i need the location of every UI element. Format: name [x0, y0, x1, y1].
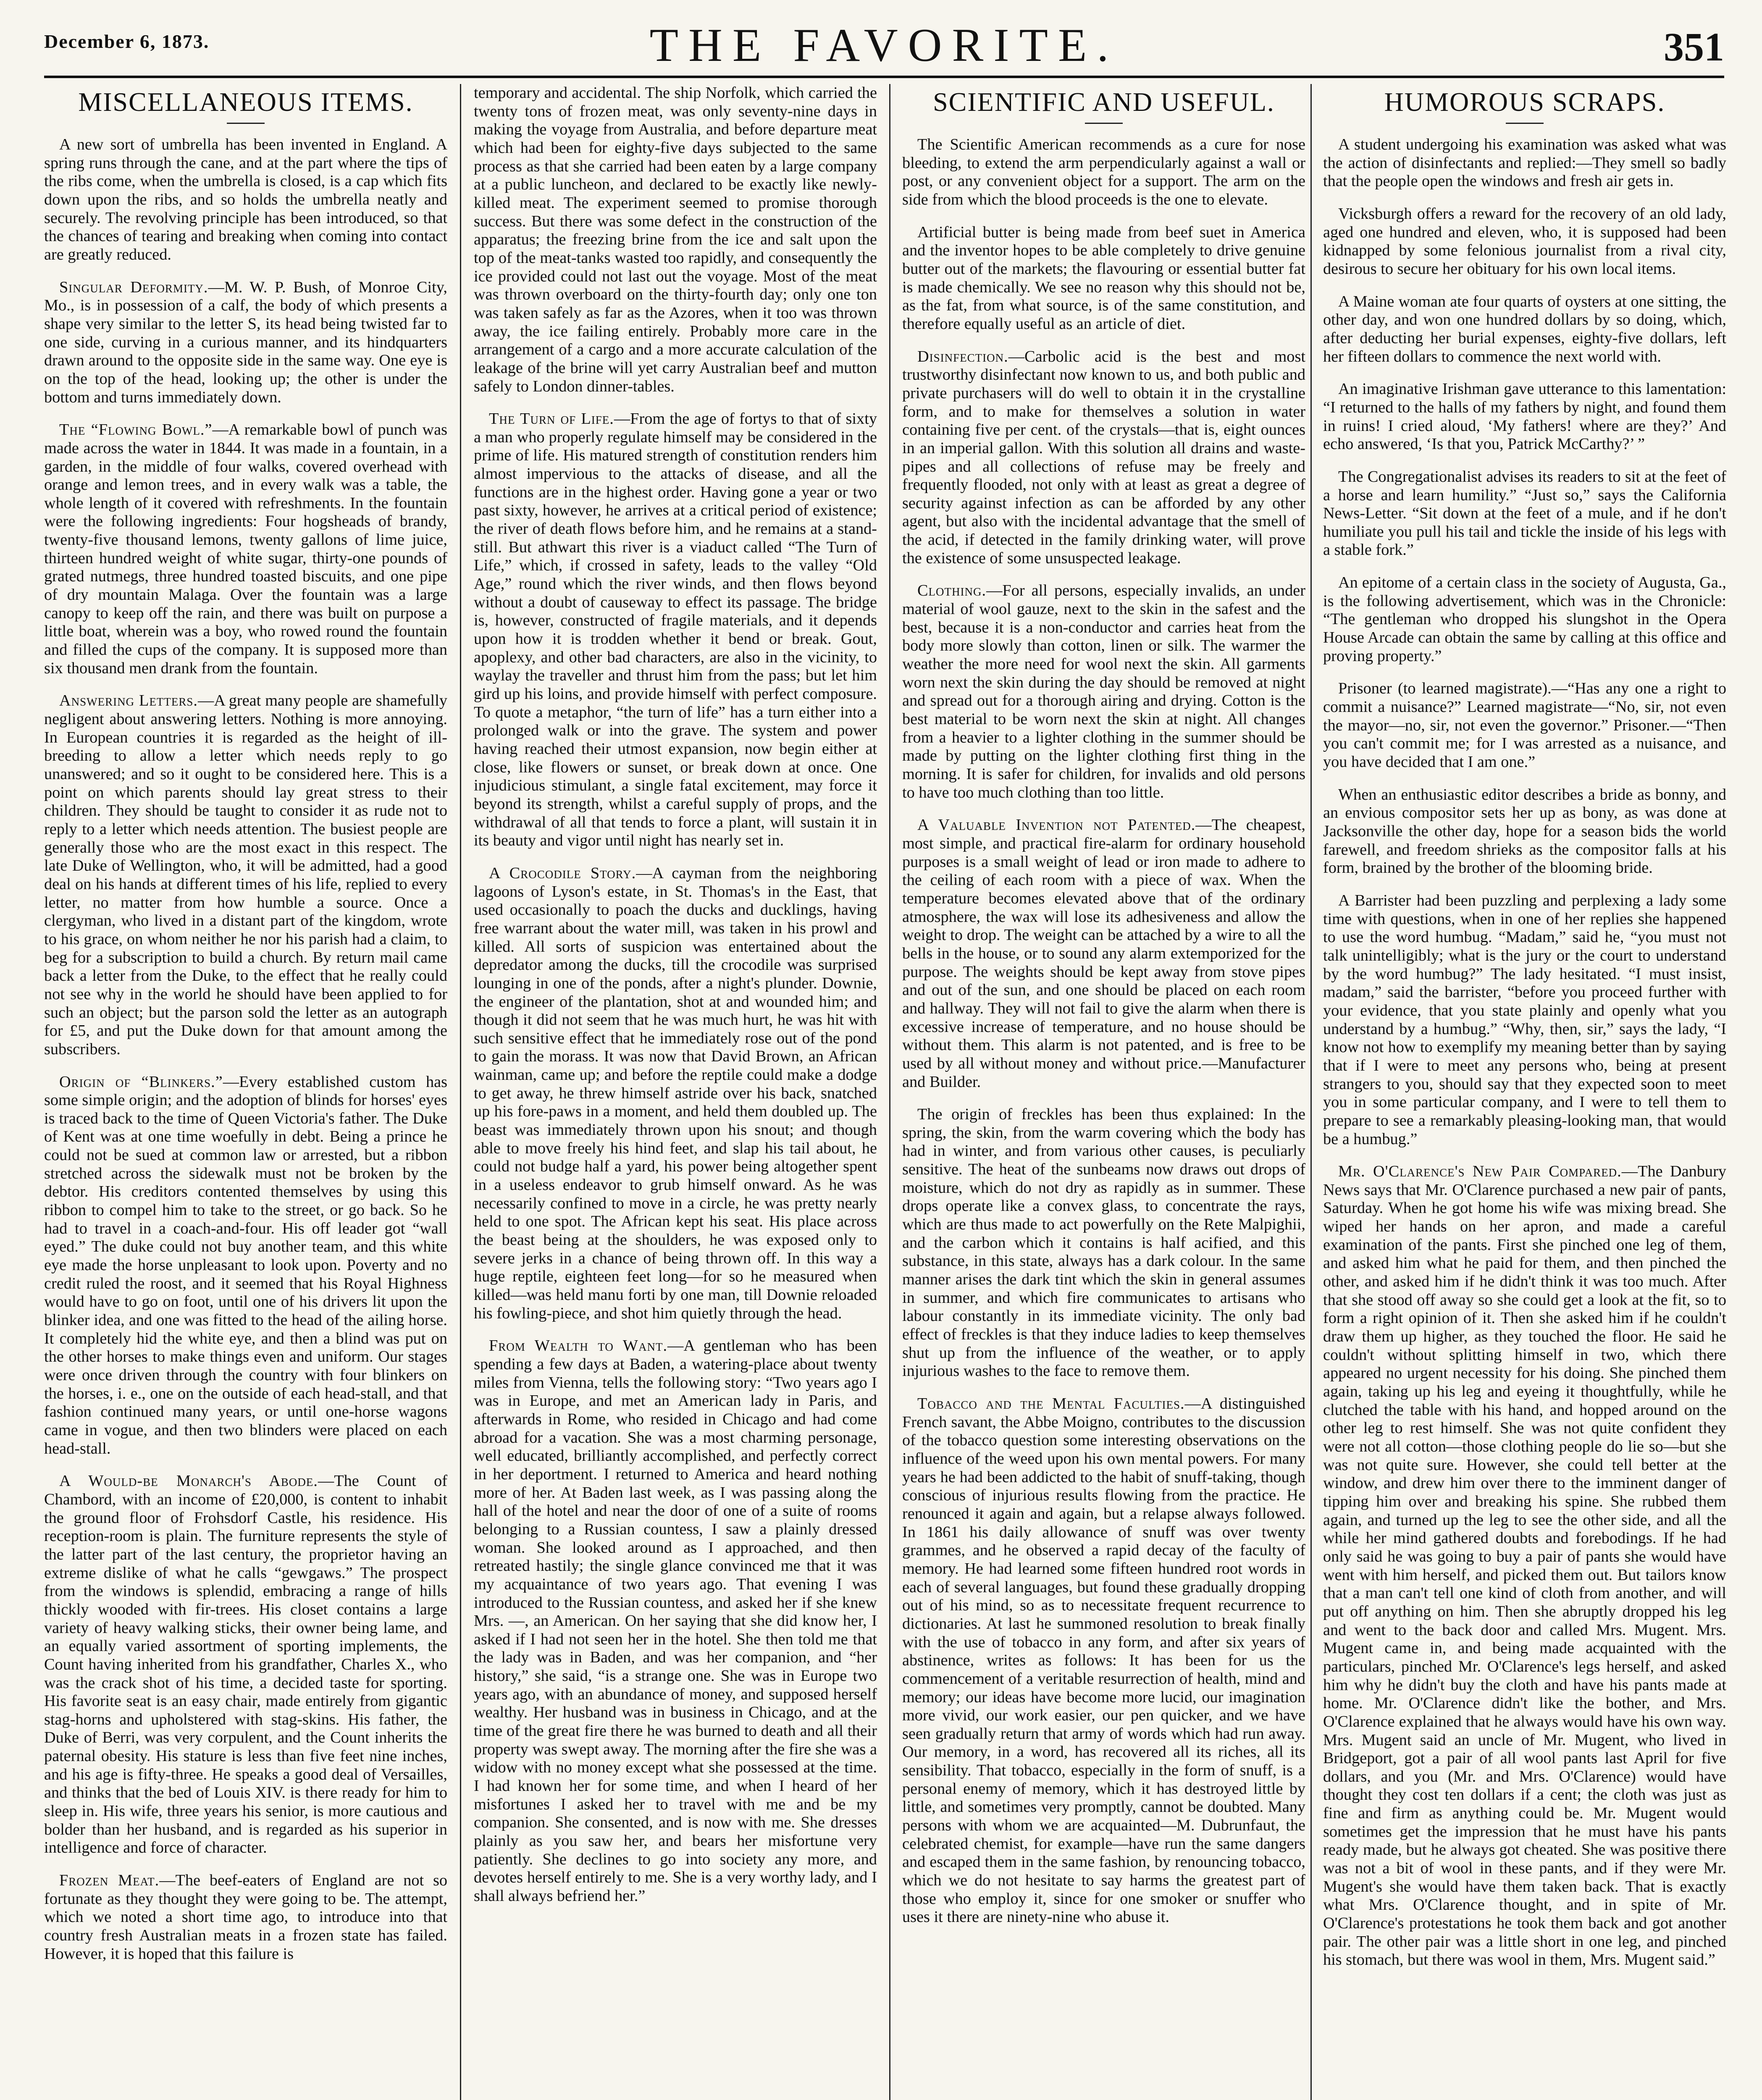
article-heading: A Would-be Monarch's Abode. — [59, 1472, 318, 1490]
article-body: When an enthusiastic editor describes a bride as bonny, and an envious compositor sets her up as bony, as was done at Jacksonville the other day, hope for a season bids the world farewell, and freedom shrieks as the compositor falls at his form, brained by the brother of the blooming bride. — [1323, 785, 1726, 877]
article-heading: A Valuable Invention not Patented. — [917, 816, 1196, 834]
article-heading: Disinfection. — [917, 347, 1008, 365]
article-body: The Scientific American recommends as a cure for nose bleeding, to extend the arm perpendicularly against a wall or post, or any convenient object for a support. The arm on the side from which the blood proceeds is the one to elevate. — [902, 136, 1305, 208]
article-body: A new sort of umbrella has been invented in England. A spring runs through the cane, and at the part where the tips of the ribs come, when the umbrella is closed, is a cap which fits down upon the ribs, and so holds the umbrella neatly and securely. The revolving principle has been introduced, so that the chances of tearing and breaking when coming into contact are greatly reduced. — [44, 136, 447, 263]
article — [474, 864, 877, 1323]
article — [1323, 574, 1726, 665]
article-body: —From the age of fortys to that of sixty a man who properly regulate himself may be considered in the prime of life. His matured strength of constitution renders him almost impervious to the attacks of disease, and all the functions are in the highest order. Having gone a year or two past sixty, however, he arrives at a critical period of existence; the river of death flows before him, and he remains at a stand-still. But athwart this river is a viaduct called “The Turn of Life,” which, if crossed in safety, leads to the valley “Old Age,” round which the river winds, and then flows beyond without a doubt of causeway to effect its passage. The bridge is, however, constructed of fragile materials, and it depends upon how it is trodden whether it bend or break. Gout, apoplexy, and other bad characters, are also in the vicinity, to waylay the traveller and thrust him from the pass; but let him gird up his loins, and provide himself with perfect composure. To quote a metaphor, “the turn of life” has a turn either into a prolonged walk or into the grave. The system and power having reached their utmost expansion, now begin either at close, like flowers or sunset, or break down at once. One injudicious stimulant, a single fatal excitement, may force it beyond its strength, whilst a careful supply of props, and the withdrawal of all that tends to force a plant, will sustain it in its beauty and vigor until night has nearly set in. — [474, 410, 877, 850]
article — [902, 136, 1305, 209]
article — [44, 421, 447, 677]
column-4 — [1323, 84, 1726, 2100]
article — [44, 278, 447, 407]
newspaper-title: THE FAVORITE. — [649, 19, 1119, 71]
article — [44, 1472, 447, 1857]
article — [1323, 205, 1726, 278]
article-body: Prisoner (to learned magistrate).—“Has any one a right to commit a nuisance?” Learned magistrate—“No, sir, not even the mayor—no, sir, not even the governor.” Prisoner.—“Then you can't commit me; for I was arrested as a nuisance, and you have decided that I am one.” — [1323, 680, 1726, 771]
article — [44, 136, 447, 264]
article-body: —For all persons, especially invalids, an under material of wool gauze, next to the skin in the safest and the best, because it is a non-conductor and carries heat from the body more slowly than cotton, linen or silk. The warmer the weather the more need for wool next the skin. All garments worn next the skin during the day should be removed at night and spread out for a thorough airing and drying. Cotton is the best material to be worn next the skin at night. All changes from a heavier to a lighter clothing in the summer should be made by putting on the lighter clothing first thing in the morning. It is safer for children, for invalids and old persons to have too much clothing than too little. — [902, 582, 1305, 801]
article — [1323, 680, 1726, 771]
article-body: temporary and accidental. The ship Norfolk, which carried the twenty tons of frozen meat, was only seventy-nine days in making the voyage from Australia, and before departure meat which had been for eighty-five days subjected to the same process as that she carried had been eaten by a large company at a public luncheon, and declared to be exactly like newly-killed meat. The experiment seemed to promise thorough success. But there was some defect in the construction of the apparatus; the freezing brine from the ice and salt upon the top of the meat-tanks wasted too rapidly, and consequently the ice provided could not last out the voyage. Most of the meat was thrown overboard on the thirty-fourth day; only one ton was taken safely as far as the Azores, when it too was thrown away, the ice failing entirely. Probably more care in the arrangement of a cargo and a more accurate calculation of the leakage of the brine will yet carry Australian beef and mutton safely to London dinner-tables. — [474, 84, 877, 395]
article-body: —A distinguished French savant, the Abbe Moigno, contributes to the discussion of the tobacco question some interesting observations on the influence of the weed upon his own mental powers. For many years he had been addicted to the habit of snuff-taking, though conscious of injurious results flowing from the practice. He renounced it again and again, but a relapse always followed. In 1861 his daily allowance of snuff was over twenty grammes, and he observed a rapid decay of the faculty of memory. He had learned some fifteen hundred root words in each of several languages, but found these gradually dropping out of his mind, so as to necessitate frequent recurrence to dictionaries. At last he summoned resolution to break finally with the use of tobacco in any form, and after six years of abstinence, writes as follows: It has been for us the commencement of a veritable resurrection of health, mind and memory; our ideas have become more lucid, our imagination more vivid, our work easier, our pen quicker, and we have seen gradually return that army of words which had run away. Our memory, in a word, has recovered all its riches, all its sensibility. That tobacco, especially in the form of snuff, is a personal enemy of memory, which it has destroyed little by little, and sometimes very promptly, cannot be doubted. Many persons with whom we are acquainted—M. Dubrunfaut, the celebrated chemist, for example—have run the same dangers and escaped them in the same fashion, by renouncing tobacco, which we do not hesitate to say harms the greatest part of those who employ it, since for one smoker or snuffer who uses it there are ninety-nine who abuse it. — [902, 1395, 1305, 1926]
article-body: A student undergoing his examination was asked what was the action of disinfectants and replied:—They smell so badly that the people open the windows and fresh air gets in. — [1323, 136, 1726, 190]
masthead — [44, 13, 1724, 78]
article-body: —The beef-eaters of England are not so fortunate as they thought they were going to be. The attempt, which we noted a short time ago, to introduce into that country fresh Australian meats in a frozen state has failed. However, it is hoped that this failure is — [44, 1872, 447, 1963]
column-divider — [889, 84, 890, 2100]
article-body: —A cayman from the neighboring lagoons of Lyson's estate, in St. Thomas's in the East, that used occasionally to poach the ducks and ducklings, having free warrant about the water mill, was taken in his prowl and killed. All sorts of suspicion was entertained about the depredator among the ducks, till the crocodile was surprised lounging in one of the ponds, after a night's plunder. Downie, the engineer of the plantation, shot at and wounded him; and though it did not seem that he was much hurt, he was hit with such sensitive effect that he immediately rose out of the pond to gain the morass. It was now that David Brown, an African wainman, came up; and before the reptile could make a dodge to get away, he threw himself astride over his back, snatched up his fore-paws in a moment, and held them doubled up. The beast was immediately thrown upon his snout; and though able to move freely his hind feet, and slap his tail about, he could not budge half a yard, his power being altogether spent in a useless endeavor to grub himself onward. As he was necessarily confined to move in a circle, he was pretty nearly held to one spot. The African kept his seat. His place across the beast being at the shoulders, he was exposed only to severe jerks in a chance of being thrown off. In this way a huge reptile, eighteen feet long—for so he measured when killed—was held manu forti by one man, till Downie reloaded his fowling-piece, and shot him quietly through the head. — [474, 864, 877, 1322]
section-heading: SCIENTIFIC AND USEFUL. — [933, 87, 1275, 117]
article — [1323, 136, 1726, 191]
section-rule — [1506, 123, 1544, 124]
article-heading: A Crocodile Story. — [489, 864, 636, 882]
article-body: —Carbolic acid is the best and most trustworthy disinfectant now known to us, and both public and private purchasers will do well to obtain it in the crystalline form, and to make for themselves a solution in water containing five per cent. of the crystals—that is, eight ounces in an imperial gallon. With this solution all drains and waste-pipes and all collections of refuse may be freely and frequently flooded, not only with at least as great a degree of security against infection as can be afforded by any other agent, but also with the incidental advantage that the smell of the acid, if detected in the family drinking water, will prove the existence of some unsuspected leakage. — [902, 347, 1305, 567]
page-number: 351 — [1664, 24, 1724, 69]
article — [474, 84, 877, 396]
article-heading: Frozen Meat. — [59, 1872, 160, 1890]
article-body: An epitome of a certain class in the society of Augusta, Ga., is the following advertisement, which was in the Chronicle: “The gentleman who dropped his slungshot in the Opera House Arcade can obtain the same by calling at this office and proving property.” — [1323, 574, 1726, 665]
article-body: —Every established custom has some simple origin; and the adoption of blinds for horses' eyes is traced back to the time of Queen Victoria's father. The Duke of Kent was at one time woefully in debt. Being a prince he could not be sued at common law or arrested, but a ribbon stretched across the sidewalk must not be broken by the debtor. His creditors contented themselves by using this ribbon to compel him to take to the street, or go back. So he had to travel in a coach-and-four. His off leader got “wall eyed.” The duke could not buy another team, and this white eye made the horse unpleasant to look upon. Poverty and no credit ruled the roost, and it seemed that his Royal Highness would have to go on foot, until one of his drivers lit upon the blinker idea, and one was fitted to the head of the ailing horse. It completely hid the white eye, and then a blind was put on the other horses to make things even and uniform. Our stages were once driven through the country with four blinkers on the horses, i. e., one on the outside of each head-stall, and that fashion continued many years, or until one-horse wagons came in vogue, and then two blinders were placed on each head-stall. — [44, 1073, 447, 1457]
article-heading: Mr. O'Clarence's New Pair Compared. — [1338, 1163, 1622, 1181]
article — [1323, 1163, 1726, 1969]
section-heading: HUMOROUS SCRAPS. — [1384, 87, 1665, 117]
article-heading: The “Flowing Bowl.” — [59, 421, 213, 439]
article — [902, 1395, 1305, 1927]
article — [44, 1872, 447, 1963]
article-heading: Singular Deformity. — [59, 278, 208, 296]
article-body: Vicksburgh offers a reward for the recovery of an old lady, aged one hundred and eleven, who, it is supposed had been kidnapped by some felonious journalist from a rival city, desirous to secure her obituary for his own local items. — [1323, 205, 1726, 278]
article — [1323, 786, 1726, 877]
article-heading: Clothing. — [917, 582, 987, 600]
section-rule — [227, 123, 265, 124]
article-body: The origin of freckles has been thus explained: In the spring, the skin, from the warm covering which the body has had in winter, and from various other causes, is peculiarly sensitive. The heat of the sunbeams now draws out drops of moisture, which do not dry as rapidly as in summer. These drops operate like a convex glass, to concentrate the rays, which are thus made to act powerfully on the Rete Malpighii, and the carbon which it contains is half acified, and this substance, in this state, always has a dark colour. In the same manner arises the dark tint which the skin in general assumes in summer, and which fire communicates to artisans who labour constantly in its immediate vicinity. The only bad effect of freckles is that they induce ladies to keep themselves shut up from the influence of the weather, or to apply injurious washes to the face to remove them. — [902, 1105, 1305, 1380]
article — [1323, 293, 1726, 366]
section-heading: MISCELLANEOUS ITEMS. — [78, 87, 413, 117]
article-body: The Congregationalist advises its readers to sit at the feet of a horse and learn humility.” “Just so,” says the California News-Letter. “Sit down at the feet of a mule, and if he don't humiliate you pull his tail and tickle the inside of his legs with a stable fork.” — [1323, 467, 1726, 559]
article — [1323, 892, 1726, 1148]
column-1 — [44, 84, 447, 2100]
article-body: —A gentleman who has been spending a few days at Baden, a watering-place about twenty miles from Vienna, tells the following story: “Two years ago I was in Europe, and met an American lady in Paris, and afterwards in Rome, who resided in Chicago and had come abroad for a vacation. She was a most charming personage, well educated, brilliantly accomplished, and perfectly correct in her deportment. I returned to America and heard nothing more of her. At Baden last week, as I was passing along the hall of the hotel and near the door of one of a suite of rooms belonging to a Russian countess, I saw a plainly dressed woman. She looked around as I approached, and then retreated hastily; the single glance convinced me that it was my acquaintance of two years ago. That evening I was introduced to the Russian countess, and asked her if she knew Mrs. —, an American. On her saying that she did know her, I asked if I had not seen her in the hotel. She then told me that the lady was in Baden, and was her companion, and “her history,” she said, “is a strange one. She was in Europe two years ago, with an abundance of money, and supposed herself wealthy. Her husband was in business in Chicago, and at the time of the great fire there he was burned to death and all their property was swept away. The morning after the fire she was a widow with no money except what she possessed at the time. I had known her for some time, and when I heard of her misfortunes I asked her to travel with me and be my companion. She consented, and is now with me. She dresses plainly as you saw her, and bears her misfortune very patiently. She declines to go into society any more, and devotes herself entirely to me. She is a very worthy lady, and I shall always befriend her.” — [474, 1337, 877, 1905]
article-heading: From Wealth to Want. — [489, 1337, 668, 1355]
article — [44, 1073, 447, 1458]
article — [474, 410, 877, 850]
article — [902, 223, 1305, 333]
article-body: An imaginative Irishman gave utterance to this lamentation: “I returned to the halls of my fathers by night, and found them in ruins! I cried aloud, ‘My fathers! where are they?’ And echo answered, ‘Is that you, Patrick McCarthy?’ ” — [1323, 380, 1726, 453]
article — [902, 1105, 1305, 1381]
column-2 — [474, 84, 877, 2100]
article-body: —A great many people are shamefully negligent about answering letters. Nothing is more annoying. In European countries it is regarded as the height of ill-breeding to allow a letter which needs reply to go unanswered; and so it ought to be considered here. This is a point on which parents should lay great stress to their children. They should be taught to consider it as rude not to reply to a letter which needs attention. The busiest people are generally those who are the most exact in this respect. The late Duke of Wellington, who, it will be admitted, had a good deal on his hands at different times of his life, replied to every letter, no matter from how humble a source. Once a clergyman, who lived in a distant part of the kingdom, wrote to his grace, on whom neither he nor his parish had a claim, to beg for a subscription to build a church. By return mail came back a letter from the Duke, to the effect that he really could not see why in the world he should have been applied to for such an object; but the parson sold the letter as an autograph for £5, and put the Duke down for that amount among the subscribers. — [44, 692, 447, 1058]
article-heading: Origin of “Blinkers.” — [59, 1073, 223, 1091]
section-rule — [1085, 123, 1123, 124]
article-body: —The cheapest, most simple, and practical fire-alarm for ordinary household purposes is a small weight of lead or iron made to adhere to the ceiling of each room with a piece of wax. When the temperature becomes elevated above that of the ordinary atmosphere, the wax will lose its adhesiveness and allow the weight to drop. The weight can be attached by a wire to all the bells in the house, or to sound any alarm extemporized for the purpose. The weights should be kept away from stove pipes and out of the sun, and one should be placed on each room and hallway. They will not fail to give the alarm when there is excessive increase of temperature, and no house should be without them. This alarm is not patented, and is free to be used by all without money and without price.—Manufacturer and Builder. — [902, 816, 1305, 1091]
article-heading: The Turn of Life. — [489, 410, 614, 428]
article — [902, 816, 1305, 1091]
article — [1323, 380, 1726, 454]
article-heading: Answering Letters. — [59, 692, 198, 710]
article-body: —The Danbury News says that Mr. O'Clarence purchased a new pair of pants, Saturday. When he got home his wife was mixing bread. She wiped her hands on her apron, and made a careful examination of the pants. First she pinched one leg of them, and asked him what he paid for them, and then pinched the other, and asked him if he didn't think it was too much. After that she stood off away so she could get a look at the fit, so to form a right opinion of it. Then she asked him if he couldn't draw them up higher, as they touched the floor. He said he couldn't without splitting himself in two, which there appeared no urgent necessity for his doing. She pinched them again, taking up his leg and eyeing it thoughtfully, while he clutched the table with his hand, and hopped around on the other leg to rest himself. She was not quite confident they were not all cotton—those clothing people do lie so—but she was not quite sure. However, she could tell better at the window, and drew him over there to the imminent danger of tipping him over and breaking his spine. She rubbed them again, and turned up the leg to see the other side, and all the while her mind gathered doubts and forebodings. If he had only said he was going to buy a pair of pants she would have went with him herself, and picked them out. But tailors know that a man can't tell one kind of cloth from another, and will put off anything on him. Then she abruptly dropped his leg and went to the back door and called Mrs. Mugent. Mrs. Mugent came in, and being made acquainted with the particulars, pinched Mr. O'Clarence's legs herself, and asked him why he didn't buy the cloth and have his pants made at home. Mr. O'Clarence didn't like the bother, and Mrs. O'Clarence explained that he always would have his own way. Mrs. Mugent said an uncle of Mr. Mugent, who lived in Bridgeport, got a pair of all wool pants last April for five dollars, and you (Mr. and Mrs. O'Clarence) would have thought they cost ten dollars if a cent; the cloth was just as fine and firm as anything could be. Mr. Mugent would sometimes get the impression that he must have his pants ready made, but he always got cheated. She was positive there was not a bit of wool in these pants, and if they were Mr. Mugent's she would have them taken back. That is exactly what Mrs. O'Clarence thought, and in spite of Mr. O'Clarence's protestations he took them back and got another pair. The other pair was a little short in one leg, and pinched his stomach, but there was wool in them, Mrs. Mugent said.” — [1323, 1163, 1726, 1969]
article — [474, 1337, 877, 1905]
article-body: A Barrister had been puzzling and perplexing a lady some time with questions, when in one of her replies she happened to use the word humbug. “Madam,” said he, “you must not talk unintelligibly; what is the jury or the court to understand by the word humbug?” The lady hesitated. “I must insist, madam,” said the barrister, “before you proceed further with your evidence, that you state plainly and openly what you understand by a humbug.” “Why, then, sir,” says the lady, “I know not how to exemplify my meaning better than by saying that if I were to meet any persons who, being at present strangers to you, should say that they expected soon to meet you in some particular company, and I were to tell them to prepare to see a remarkably pleasing-looking man, that would be a humbug.” — [1323, 891, 1726, 1148]
column-divider — [460, 84, 461, 2100]
article — [44, 692, 447, 1058]
article-body: —The Count of Chambord, with an income of £20,000, is content to inhabit the ground floor of Frohsdorf Castle, his residence. His reception-room is plain. The furniture represents the style of the latter part of the last century, the proprietor having an extreme dislike of what he calls “gewgaws.” The prospect from the windows is splendid, embracing a range of hills thickly wooded with fir-trees. His closet contains a large variety of heavy walking sticks, their owner being lame, and an equally varied assortment of sporting implements, the Count having inherited from his grandfather, Charles X., who was the crack shot of his time, a decided taste for sporting. His favorite seat is an easy chair, made entirely from gigantic stag-horns and upholstered with stag-skins. His father, the Duke of Berri, was very corpulent, and the Count inherits the paternal obesity. His stature is less than five feet nine inches, and his age is fifty-three. He speaks a good deal of Versailles, and thinks that the bed of Louis XIV. is there ready for him to sleep in. His wife, three years his senior, is more cautious and bolder than her husband, and is regarded as his superior in intelligence and force of character. — [44, 1472, 447, 1857]
article-heading: Tobacco and the Mental Faculties. — [917, 1395, 1185, 1412]
article-body: A Maine woman ate four quarts of oysters at one sitting, the other day, and won one hundred dollars by so doing, which, after deducting her burial expenses, eighty-five dollars, left her fifteen dollars to commence the next world with. — [1323, 292, 1726, 365]
issue-date: December 6, 1873. — [44, 31, 210, 52]
article — [1323, 468, 1726, 559]
article — [902, 582, 1305, 802]
column-3 — [902, 84, 1305, 2100]
article-body: Artificial butter is being made from beef suet in America and the inventor hopes to be able completely to drive genuine butter out of the markets; the flavouring or essential butter fat is made chemically. We see no reason why this should not be, as the fat, from what source, is of the same constitution, and therefore equally useful as an article of diet. — [902, 223, 1305, 333]
article — [902, 348, 1305, 568]
article-body: —M. W. P. Bush, of Monroe City, Mo., is in possession of a calf, the body of which presents a shape very similar to the letter S, its head being twisted far to one side, curving in a curious manner, and its hindquarters drawn around to the opposite side in the same way. One eye is on the top of the head, looking up; the other is under the bottom and turns immediately down. — [44, 278, 447, 406]
column-divider — [1310, 84, 1312, 2100]
article-body: —A remarkable bowl of punch was made across the water in 1844. It was made in a fountain, in a garden, in the middle of four walks, covered overhead with orange and lemon trees, and in every walk was a table, the whole length of it covered with refreshments. In the fountain were the following ingredients: Four hogsheads of brandy, twenty-five thousand lemons, twenty gallons of lime juice, thirteen hundred weight of white sugar, thirty-one pounds of grated nutmegs, three hundred toasted biscuits, and one pipe of dry mountain Malaga. Over the fountain was a large canopy to keep off the rain, and there was built on purpose a little boat, wherein was a boy, who rowed round the fountain and filled the cups of the company. It is supposed more than six thousand men drank from the fountain. — [44, 421, 447, 677]
